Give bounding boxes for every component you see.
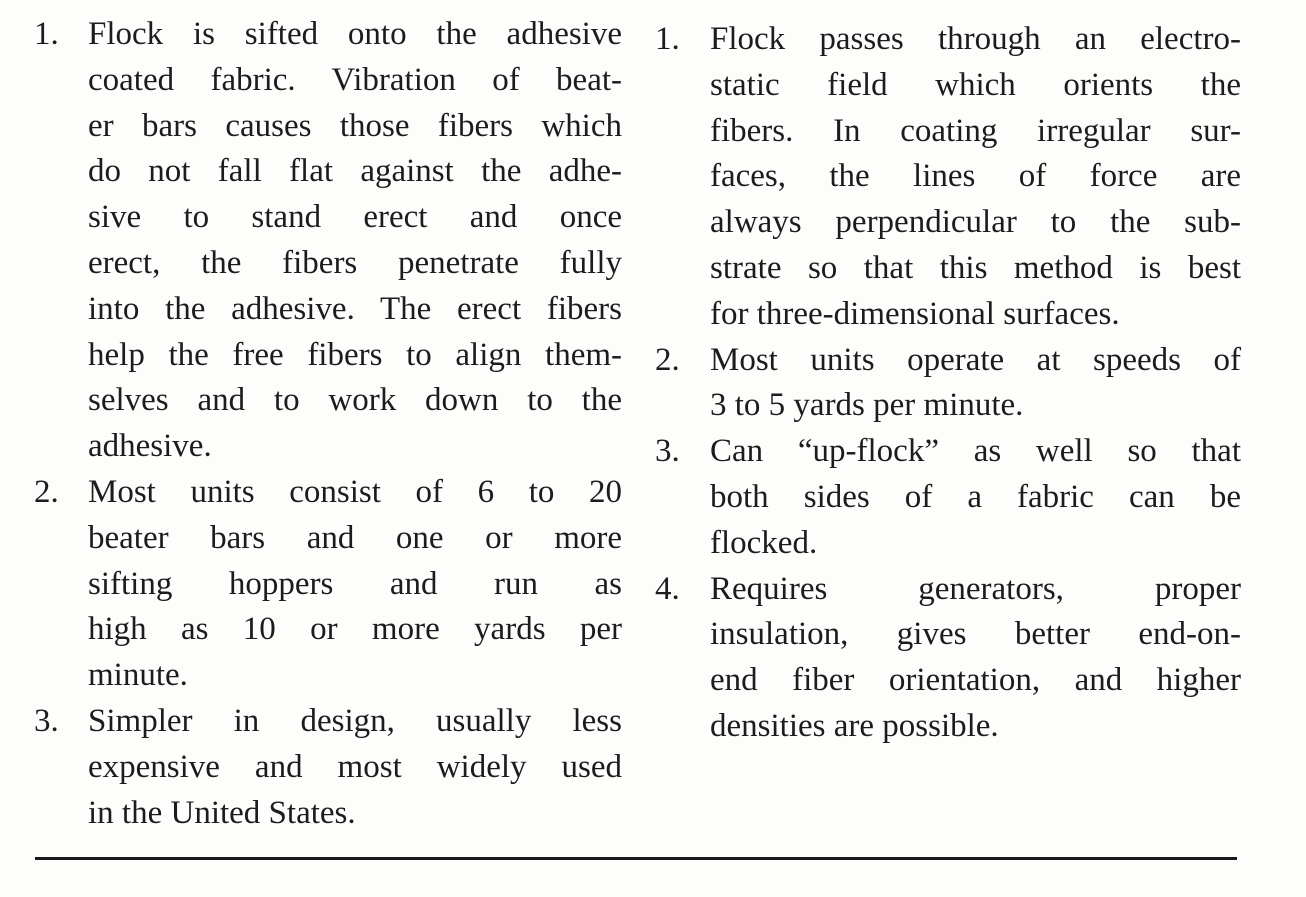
text-line: high as 10 or more yards per xyxy=(88,611,622,648)
text-line: er bars causes those fibers which xyxy=(88,107,622,144)
list-item xyxy=(34,470,622,699)
text-line: densities are possible. xyxy=(710,707,999,744)
item-text xyxy=(88,12,622,470)
item-number: 3. xyxy=(655,433,680,470)
text-line: coated fabric. Vibration of beat- xyxy=(88,61,622,98)
item-text xyxy=(710,338,1241,430)
item-number: 2. xyxy=(655,341,680,378)
text-line: for three-dimensional surfaces. xyxy=(710,295,1120,332)
item-number: 1. xyxy=(34,16,59,52)
text-line: erect, the fibers penetrate fully xyxy=(88,244,622,281)
list-item xyxy=(655,17,1241,338)
right-column xyxy=(655,17,1241,750)
left-column xyxy=(34,12,622,836)
item-number: 3. xyxy=(34,702,59,739)
text-line: strate so that this method is best xyxy=(710,249,1241,286)
text-line: beater bars and one or more xyxy=(88,519,622,556)
list-item xyxy=(655,567,1241,750)
item-text xyxy=(710,567,1241,750)
list-item xyxy=(655,338,1241,430)
text-line: sifting hoppers and run as xyxy=(88,565,622,602)
text-line: static field which orients the xyxy=(710,66,1241,103)
text-line: Most units consist of 6 to 20 xyxy=(88,473,622,510)
item-number: 4. xyxy=(655,570,680,607)
text-line: Flock passes through an electro- xyxy=(710,21,1241,57)
text-line: expensive and most widely used xyxy=(88,748,622,785)
text-line: both sides of a fabric can be xyxy=(710,478,1241,515)
text-line: into the adhesive. The erect fibers xyxy=(88,290,622,327)
text-line: in the United States. xyxy=(88,794,356,831)
text-line: fibers. In coating irregular sur- xyxy=(710,112,1241,149)
item-number: 1. xyxy=(655,21,680,57)
text-line: adhesive. xyxy=(88,428,212,465)
list-item xyxy=(34,699,622,836)
text-line: always perpendicular to the sub- xyxy=(710,204,1241,241)
text-line: Requires generators, proper xyxy=(710,570,1241,607)
text-line: Flock is sifted onto the adhesive xyxy=(88,16,622,52)
text-line: sive to stand erect and once xyxy=(88,199,622,236)
text-line: end fiber orientation, and higher xyxy=(710,662,1241,699)
item-text xyxy=(88,699,622,836)
item-text xyxy=(710,17,1241,338)
item-text xyxy=(710,429,1241,566)
text-line: selves and to work down to the xyxy=(88,382,622,419)
text-line: Can “up-flock” as well so that xyxy=(710,433,1241,470)
list-item xyxy=(34,12,622,470)
item-number: 2. xyxy=(34,473,59,510)
horizontal-rule xyxy=(35,857,1237,860)
list-item xyxy=(655,429,1241,566)
text-line: 3 to 5 yards per minute. xyxy=(710,387,1024,424)
text-line: do not fall flat against the adhe- xyxy=(88,153,622,190)
item-text xyxy=(88,470,622,699)
text-line: flocked. xyxy=(710,524,818,561)
text-line: Most units operate at speeds of xyxy=(710,341,1241,378)
text-line: faces, the lines of force are xyxy=(710,158,1241,195)
text-line: insulation, gives better end-on- xyxy=(710,616,1241,653)
text-line: Simpler in design, usually less xyxy=(88,702,622,739)
text-line: minute. xyxy=(88,657,188,694)
text-line: help the free fibers to align them- xyxy=(88,336,622,373)
